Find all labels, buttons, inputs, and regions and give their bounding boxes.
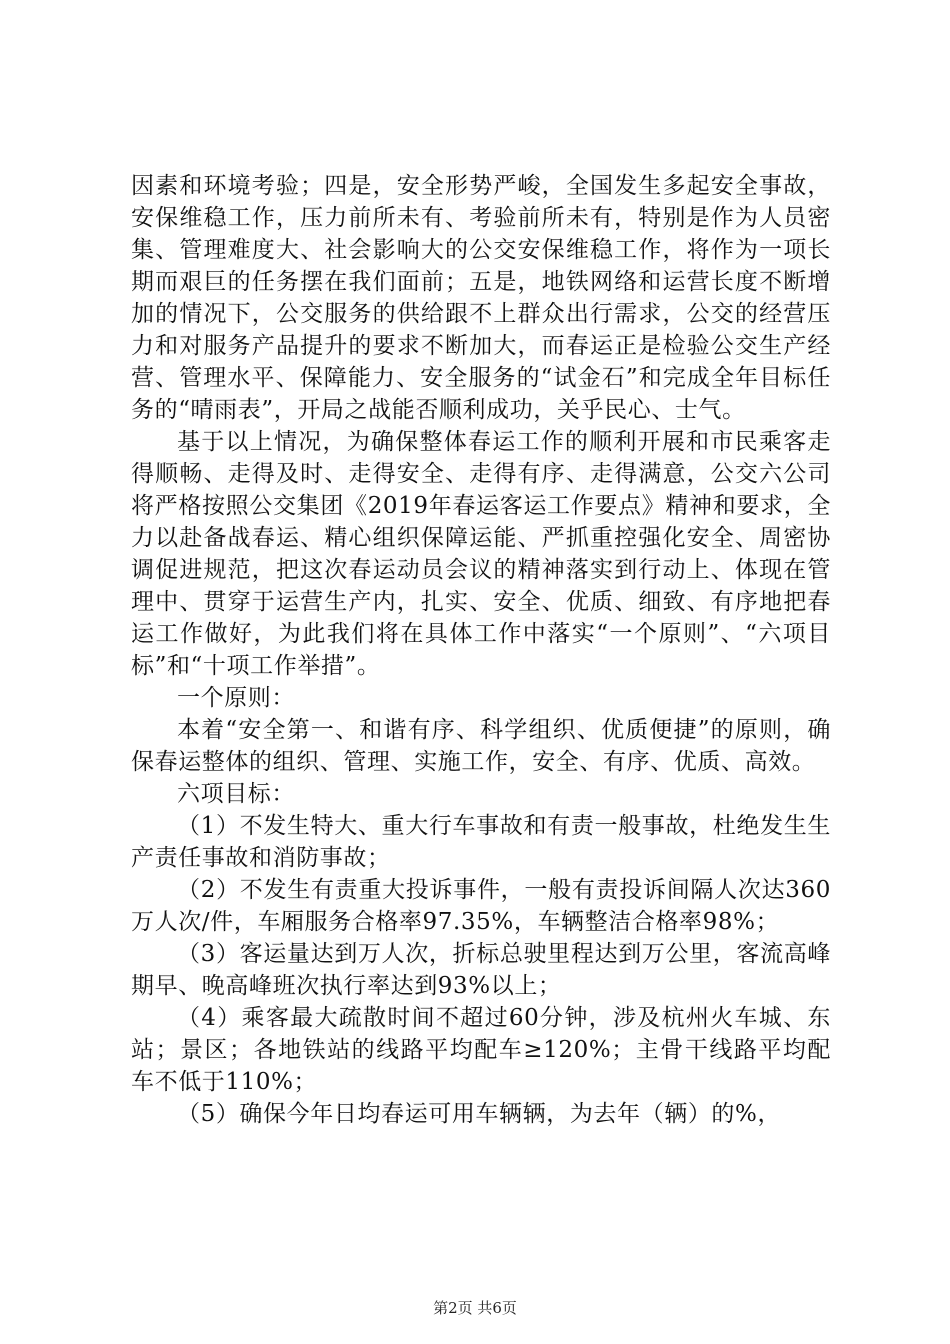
goal-item-2: （2）不发生有责重大投诉事件，一般有责投诉间隔人次达360万人次/件，车厢服务合格率97.35%，车辆整洁合格率98%；	[131, 877, 831, 935]
goal-item-3: （3）客运量达到万人次，折标总驶里程达到万公里，客流高峰期早、晚高峰班次执行率达到93%以上；	[131, 941, 831, 999]
goal-item-1: （1）不发生特大、重大行车事故和有责一般事故，杜绝发生生产责任事故和消防事故；	[131, 813, 831, 871]
goal-item-5: （5）确保今年日均春运可用车辆辆，为去年（辆）的%，	[177, 1101, 782, 1127]
heading-one-principle: 一个原则：	[177, 685, 295, 711]
paragraph-company-plan: 基于以上情况，为确保整体春运工作的顺利开展和市民乘客走得顺畅、走得及时、走得安全、走得有序、走得满意，公交六公司将严格按照公交集团《2019年春运客运工作要点》精神和要求，全力以赴备战春运、精心组织保障运能、严抓重控强化安全、周密协调促进规范，把这次春运动员会议的精神落实到行动上、体现在管理中、贯穿于运营生产内，扎实、安全、优质、细致、有序地把春运工作做好，为此我们将在具体工作中落实“一个原则”、“六项目标”和“十项工作举措”。	[131, 429, 831, 679]
document-body	[131, 170, 831, 1130]
goal-item-4: （4）乘客最大疏散时间不超过60分钟，涉及杭州火车城、东站；景区；各地铁站的线路平均配车≥120%；主骨干线路平均配车不低于110%；	[131, 1005, 831, 1095]
paragraph-principle: 本着“安全第一、和谐有序、科学组织、优质便捷”的原则，确保春运整体的组织、管理、实施工作，安全、有序、优质、高效。	[131, 717, 831, 775]
heading-six-goals: 六项目标：	[177, 781, 295, 807]
paragraph-safety-challenges: 因素和环境考验；四是，安全形势严峻，全国发生多起安全事故，安保维稳工作，压力前所未有、考验前所未有，特别是作为人员密集、管理难度大、社会影响大的公交安保维稳工作，将作为一项长期而艰巨的任务摆在我们面前；五是，地铁网络和运营长度不断增加的情况下，公交服务的供给跟不上群众出行需求，公交的经营压力和对服务产品提升的要求不断加大，而春运正是检验公交生产经营、管理水平、保障能力、安全服务的“试金石”和完成全年目标任务的“晴雨表”，开局之战能否顺利成功，关乎民心、士气。	[131, 173, 831, 423]
page-number-footer: 第2页 共6页	[433, 1299, 517, 1317]
